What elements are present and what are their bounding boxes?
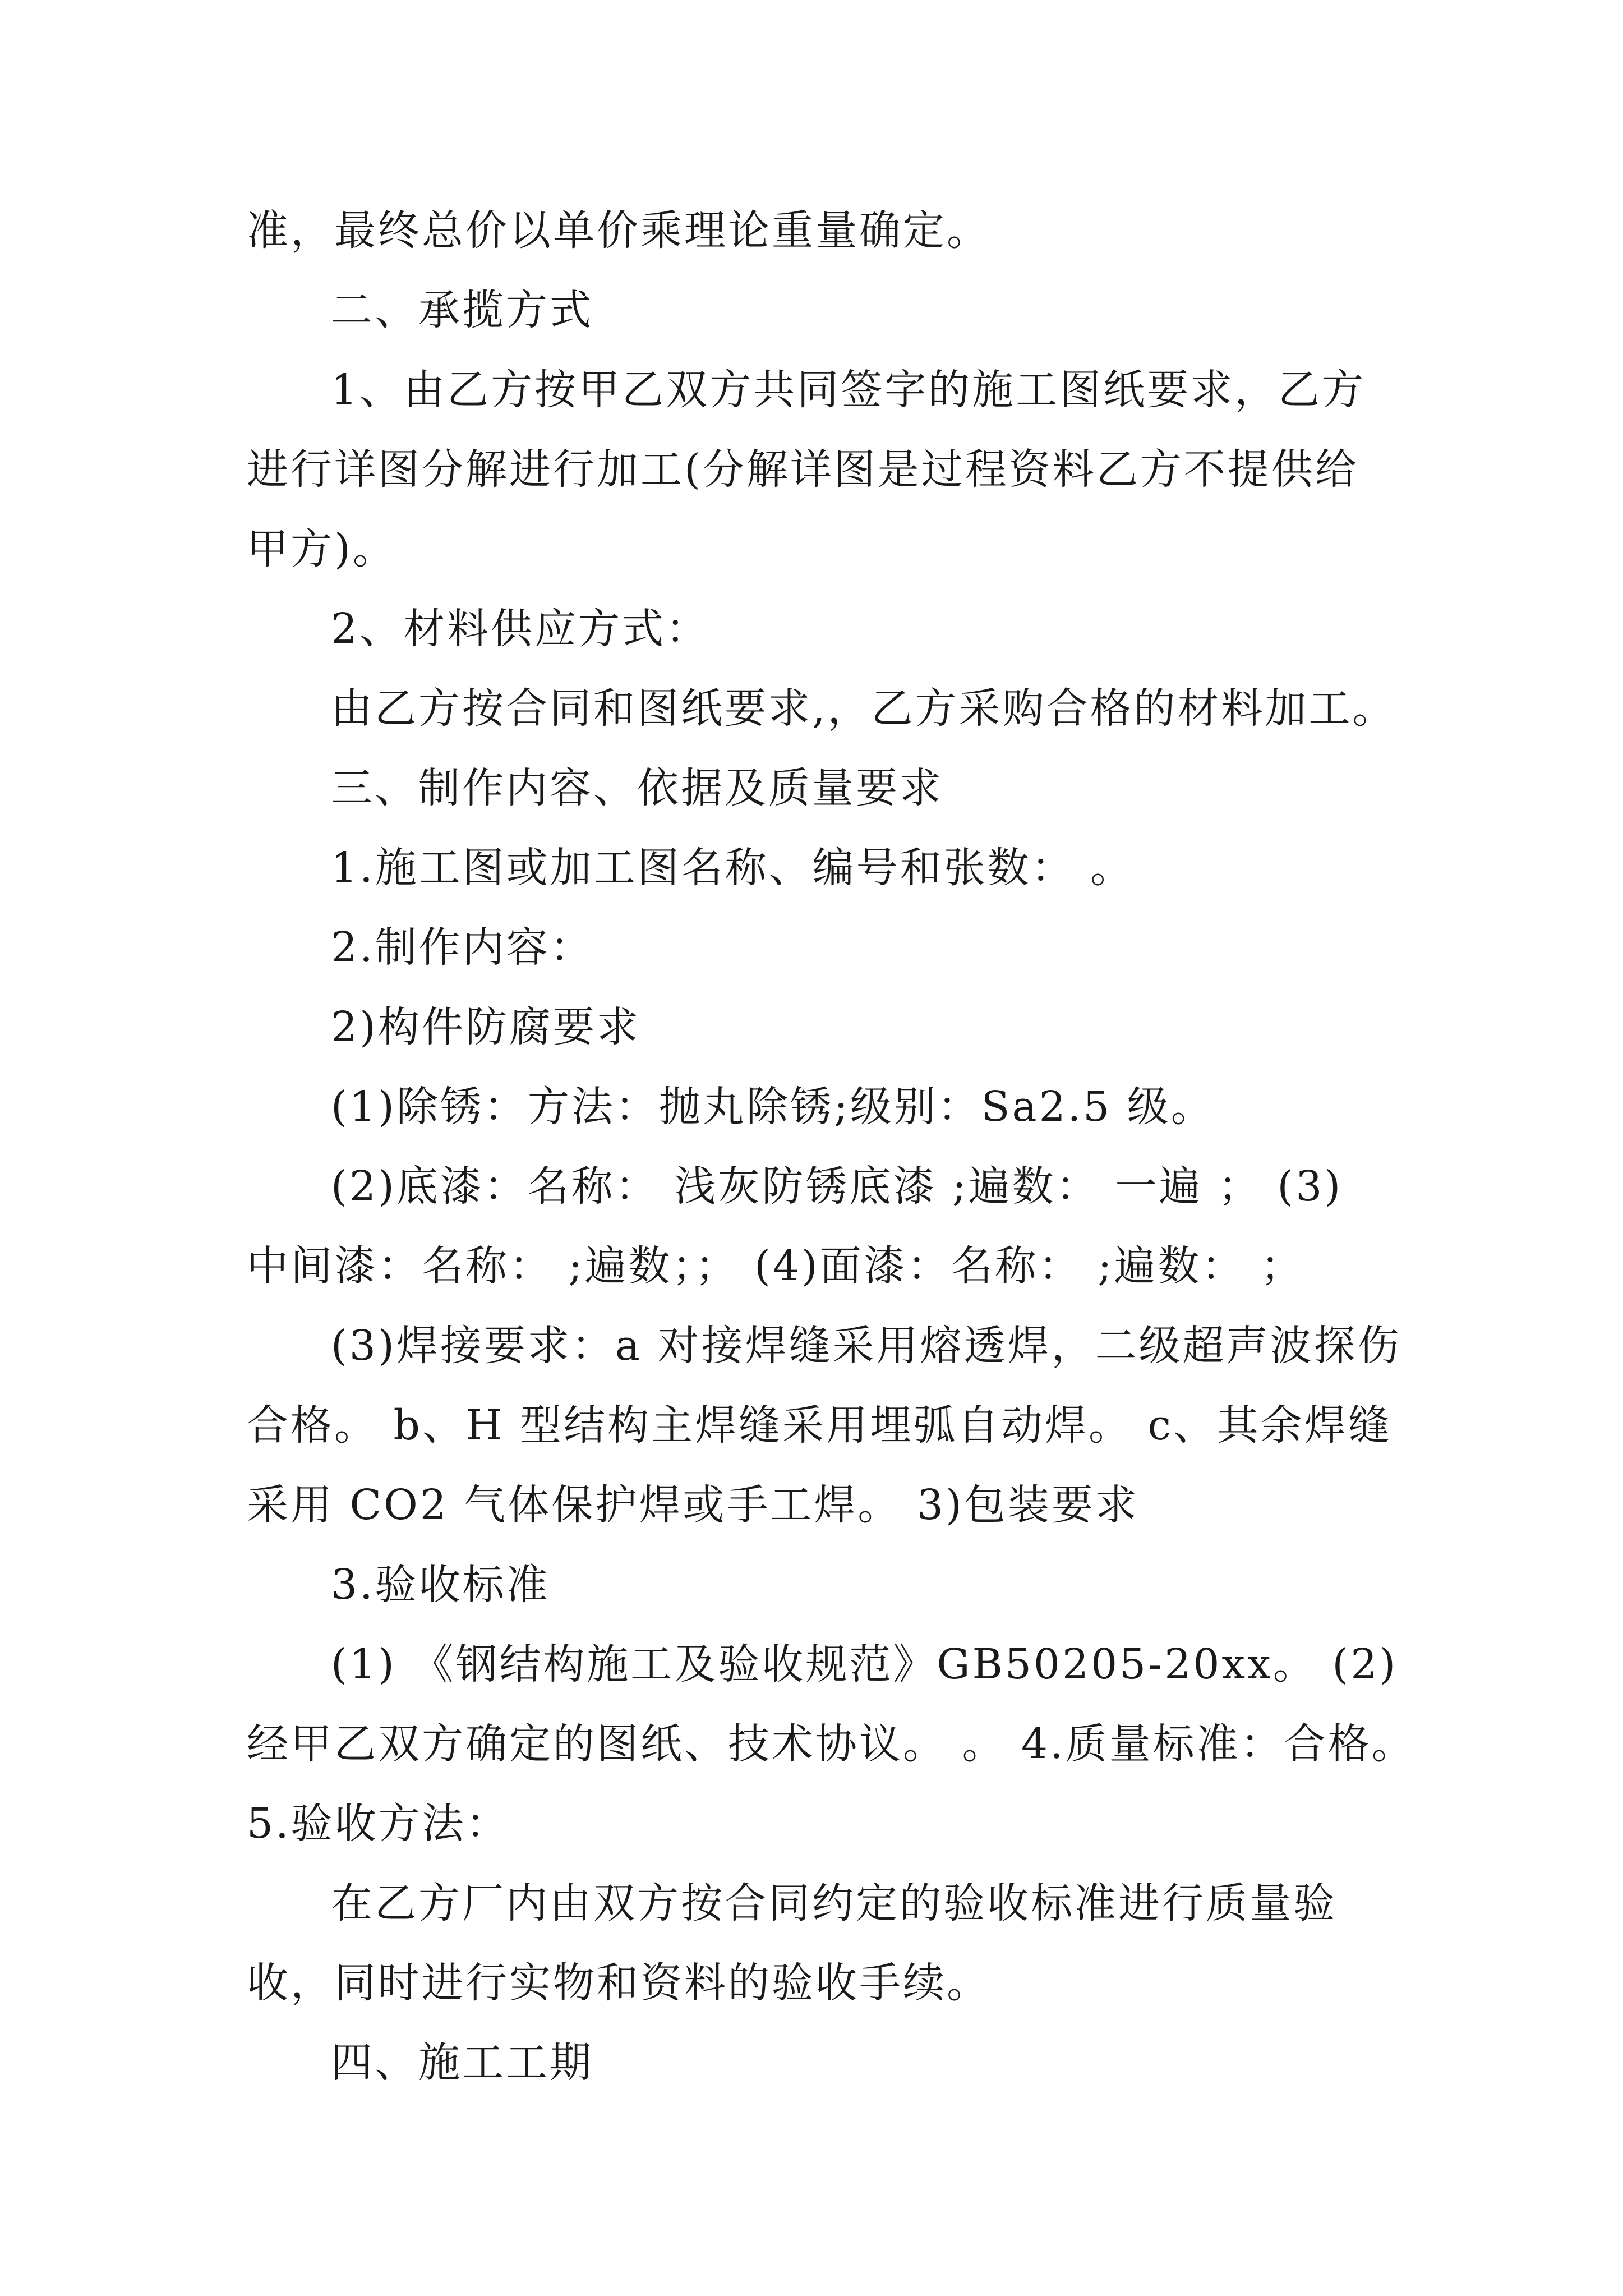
- document-line: (2)底漆：名称： 浅灰防锈底漆 ;遍数： 一遍 ； (3): [331, 1162, 1343, 1211]
- document-line: 2)构件防腐要求: [331, 1003, 640, 1051]
- document-line: (1) 《钢结构施工及验收规范》GB50205-20xx。 (2): [331, 1640, 1398, 1688]
- document-line: 5.验收方法：: [247, 1800, 510, 1848]
- document-line: 三、制作内容、依据及质量要求: [331, 764, 943, 812]
- document-line: 2、材料供应方式：: [331, 605, 710, 653]
- document-line: 进行详图分解进行加工(分解详图是过程资料乙方不提供给: [247, 445, 1359, 494]
- document-line: (3)焊接要求：a 对接焊缝采用熔透焊，二级超声波探伤: [331, 1322, 1401, 1370]
- document-line: 1、由乙方按甲乙双方共同签字的施工图纸要求，乙方: [331, 366, 1366, 414]
- document-line: 四、施工工期: [331, 2039, 593, 2087]
- document-line: 2.制作内容：: [331, 923, 594, 972]
- document-body: [247, 191, 1415, 2102]
- document-line: (1)除锈：方法：抛丸除锈;级别：Sa2.5 级。: [331, 1083, 1215, 1131]
- document-line: 二、承揽方式: [331, 286, 593, 334]
- document-line: 甲方)。: [247, 525, 396, 573]
- document-line: 由乙方按合同和图纸要求,，乙方采购合格的材料加工。: [331, 684, 1396, 733]
- document-line: 收，同时进行实物和资料的验收手续。: [247, 1959, 990, 2007]
- document-line: 合格。 b、H 型结构主焊缝采用埋弧自动焊。 c、其余焊缝: [247, 1401, 1392, 1450]
- document-line: 1.施工图或加工图名称、编号和张数： 。: [331, 844, 1135, 892]
- document-line: 在乙方厂内由双方按合同约定的验收标准进行质量验: [331, 1879, 1337, 1927]
- document-line: 中间漆：名称： ;遍数；； (4)面漆：名称： ;遍数： ；: [247, 1242, 1304, 1290]
- document-line: 准，最终总价以单价乘理论重量确定。: [247, 206, 990, 255]
- document-line: 经甲乙双方确定的图纸、技术协议。 。 4.质量标准：合格。: [247, 1720, 1415, 1768]
- document-line: 采用 CO2 气体保护焊或手工焊。 3)包装要求: [247, 1481, 1139, 1529]
- document-line: 3.验收标准: [331, 1561, 550, 1609]
